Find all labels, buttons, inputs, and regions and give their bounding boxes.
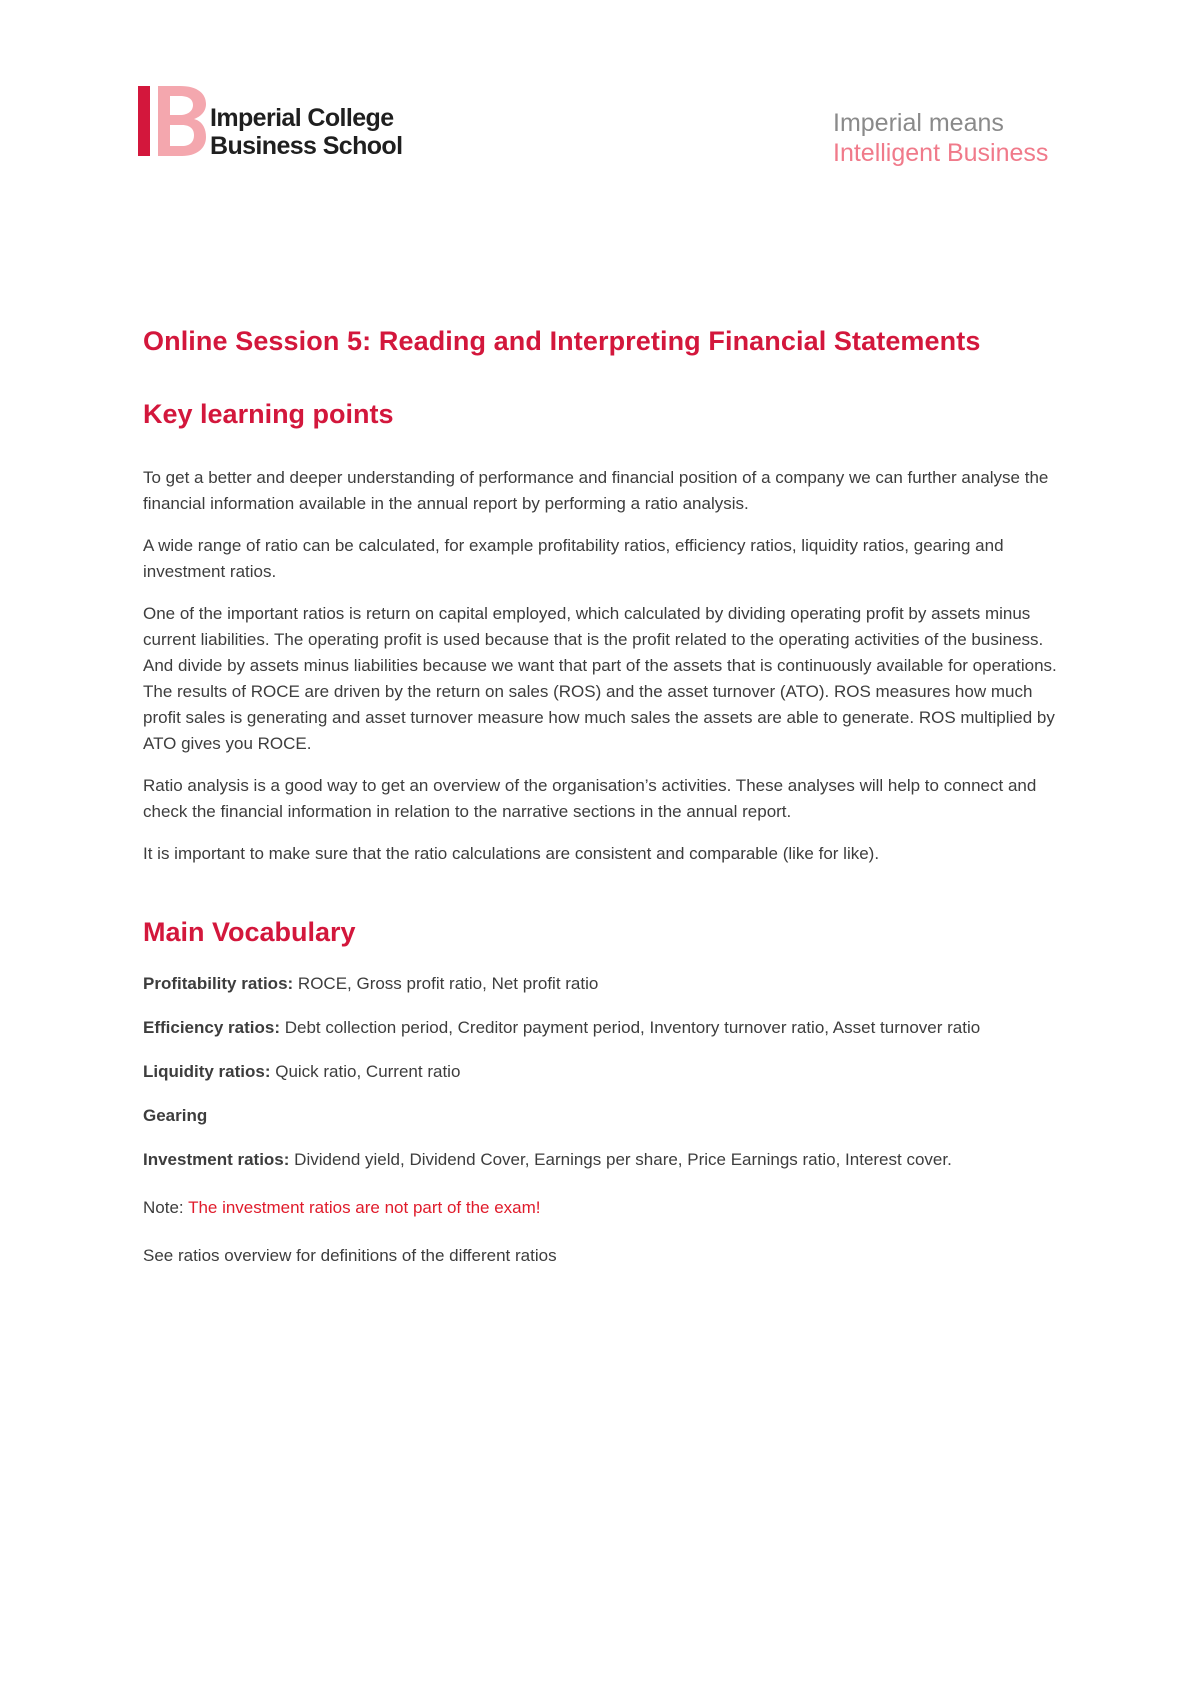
paragraph-5: It is important to make sure that the ratio calculations are consistent and comparable (like for like). (143, 844, 880, 863)
vocab-item-profitability (143, 971, 1063, 997)
imperial-logo (138, 86, 428, 158)
vocab-term: Efficiency ratios: (143, 1018, 280, 1037)
paragraph-4: Ratio analysis is a good way to get an overview of the organisation’s activities. These analyses will help to connect and check the financial information in relation to the narrative sections in the annual report. (143, 776, 1037, 821)
vocab-item-investment (143, 1147, 1063, 1173)
tagline (833, 108, 1048, 168)
vocab-item-gearing (143, 1103, 1063, 1129)
vocab-text: ROCE, Gross profit ratio, Net profit ratio (293, 974, 599, 993)
tagline-line-2: Intelligent Business (833, 139, 1049, 167)
vocab-item-efficiency (143, 1015, 1063, 1041)
logo-b-mark-icon (138, 86, 206, 156)
main-vocabulary-heading: Main Vocabulary (143, 917, 356, 947)
vocab-item-liquidity (143, 1059, 1063, 1085)
vocab-term: Liquidity ratios: (143, 1062, 271, 1081)
vocab-text: Dividend yield, Dividend Cover, Earnings per share, Price Earnings ratio, Interest cover. (289, 1150, 952, 1169)
document-title: Online Session 5: Reading and Interpreting Financial Statements (143, 326, 981, 356)
see-ratios-overview: See ratios overview for definitions of the different ratios (143, 1246, 557, 1265)
vocab-text: Debt collection period, Creditor payment period, Inventory turnover ratio, Asset turnover ratio (280, 1018, 981, 1037)
vocab-term: Investment ratios: (143, 1150, 290, 1169)
paragraph-1: To get a better and deeper understanding of performance and financial position of a company we can further analyse the financial information available in the annual report by performing a ratio analysis. (143, 468, 1049, 513)
note-label: Note: (143, 1198, 189, 1217)
note-text: The investment ratios are not part of the exam! (188, 1198, 541, 1217)
paragraph-2: A wide range of ratio can be calculated, for example profitability ratios, efficiency ratios, liquidity ratios, gearing and investment ratios. (143, 536, 1004, 581)
vocab-text: Quick ratio, Current ratio (270, 1062, 461, 1081)
tagline-line-1: Imperial means (833, 109, 1004, 137)
logo-line-2: Business School (210, 132, 403, 160)
document-body (143, 322, 1063, 1269)
vocab-term: Profitability ratios: (143, 974, 294, 993)
vocab-term: Gearing (143, 1106, 208, 1125)
paragraph-3: One of the important ratios is return on capital employed, which calculated by dividing operating profit by assets minus current liabilities. The operating profit is used because that is the profit related to the operating activities of the business. And divide by assets minus liabilities because we want that part of the assets that is continuously available for operations. The results of ROCE are driven by the return on sales (ROS) and the asset turnover (ATO). ROS measures how much profit sales is generating and asset turnover measure how much sales the assets are able to generate. ROS multiplied by ATO gives you ROCE. (143, 604, 1057, 753)
key-learning-heading: Key learning points (143, 399, 394, 429)
logo-line-1: Imperial College (210, 104, 394, 132)
exam-note (143, 1195, 1063, 1221)
logo-wordmark (210, 104, 402, 160)
